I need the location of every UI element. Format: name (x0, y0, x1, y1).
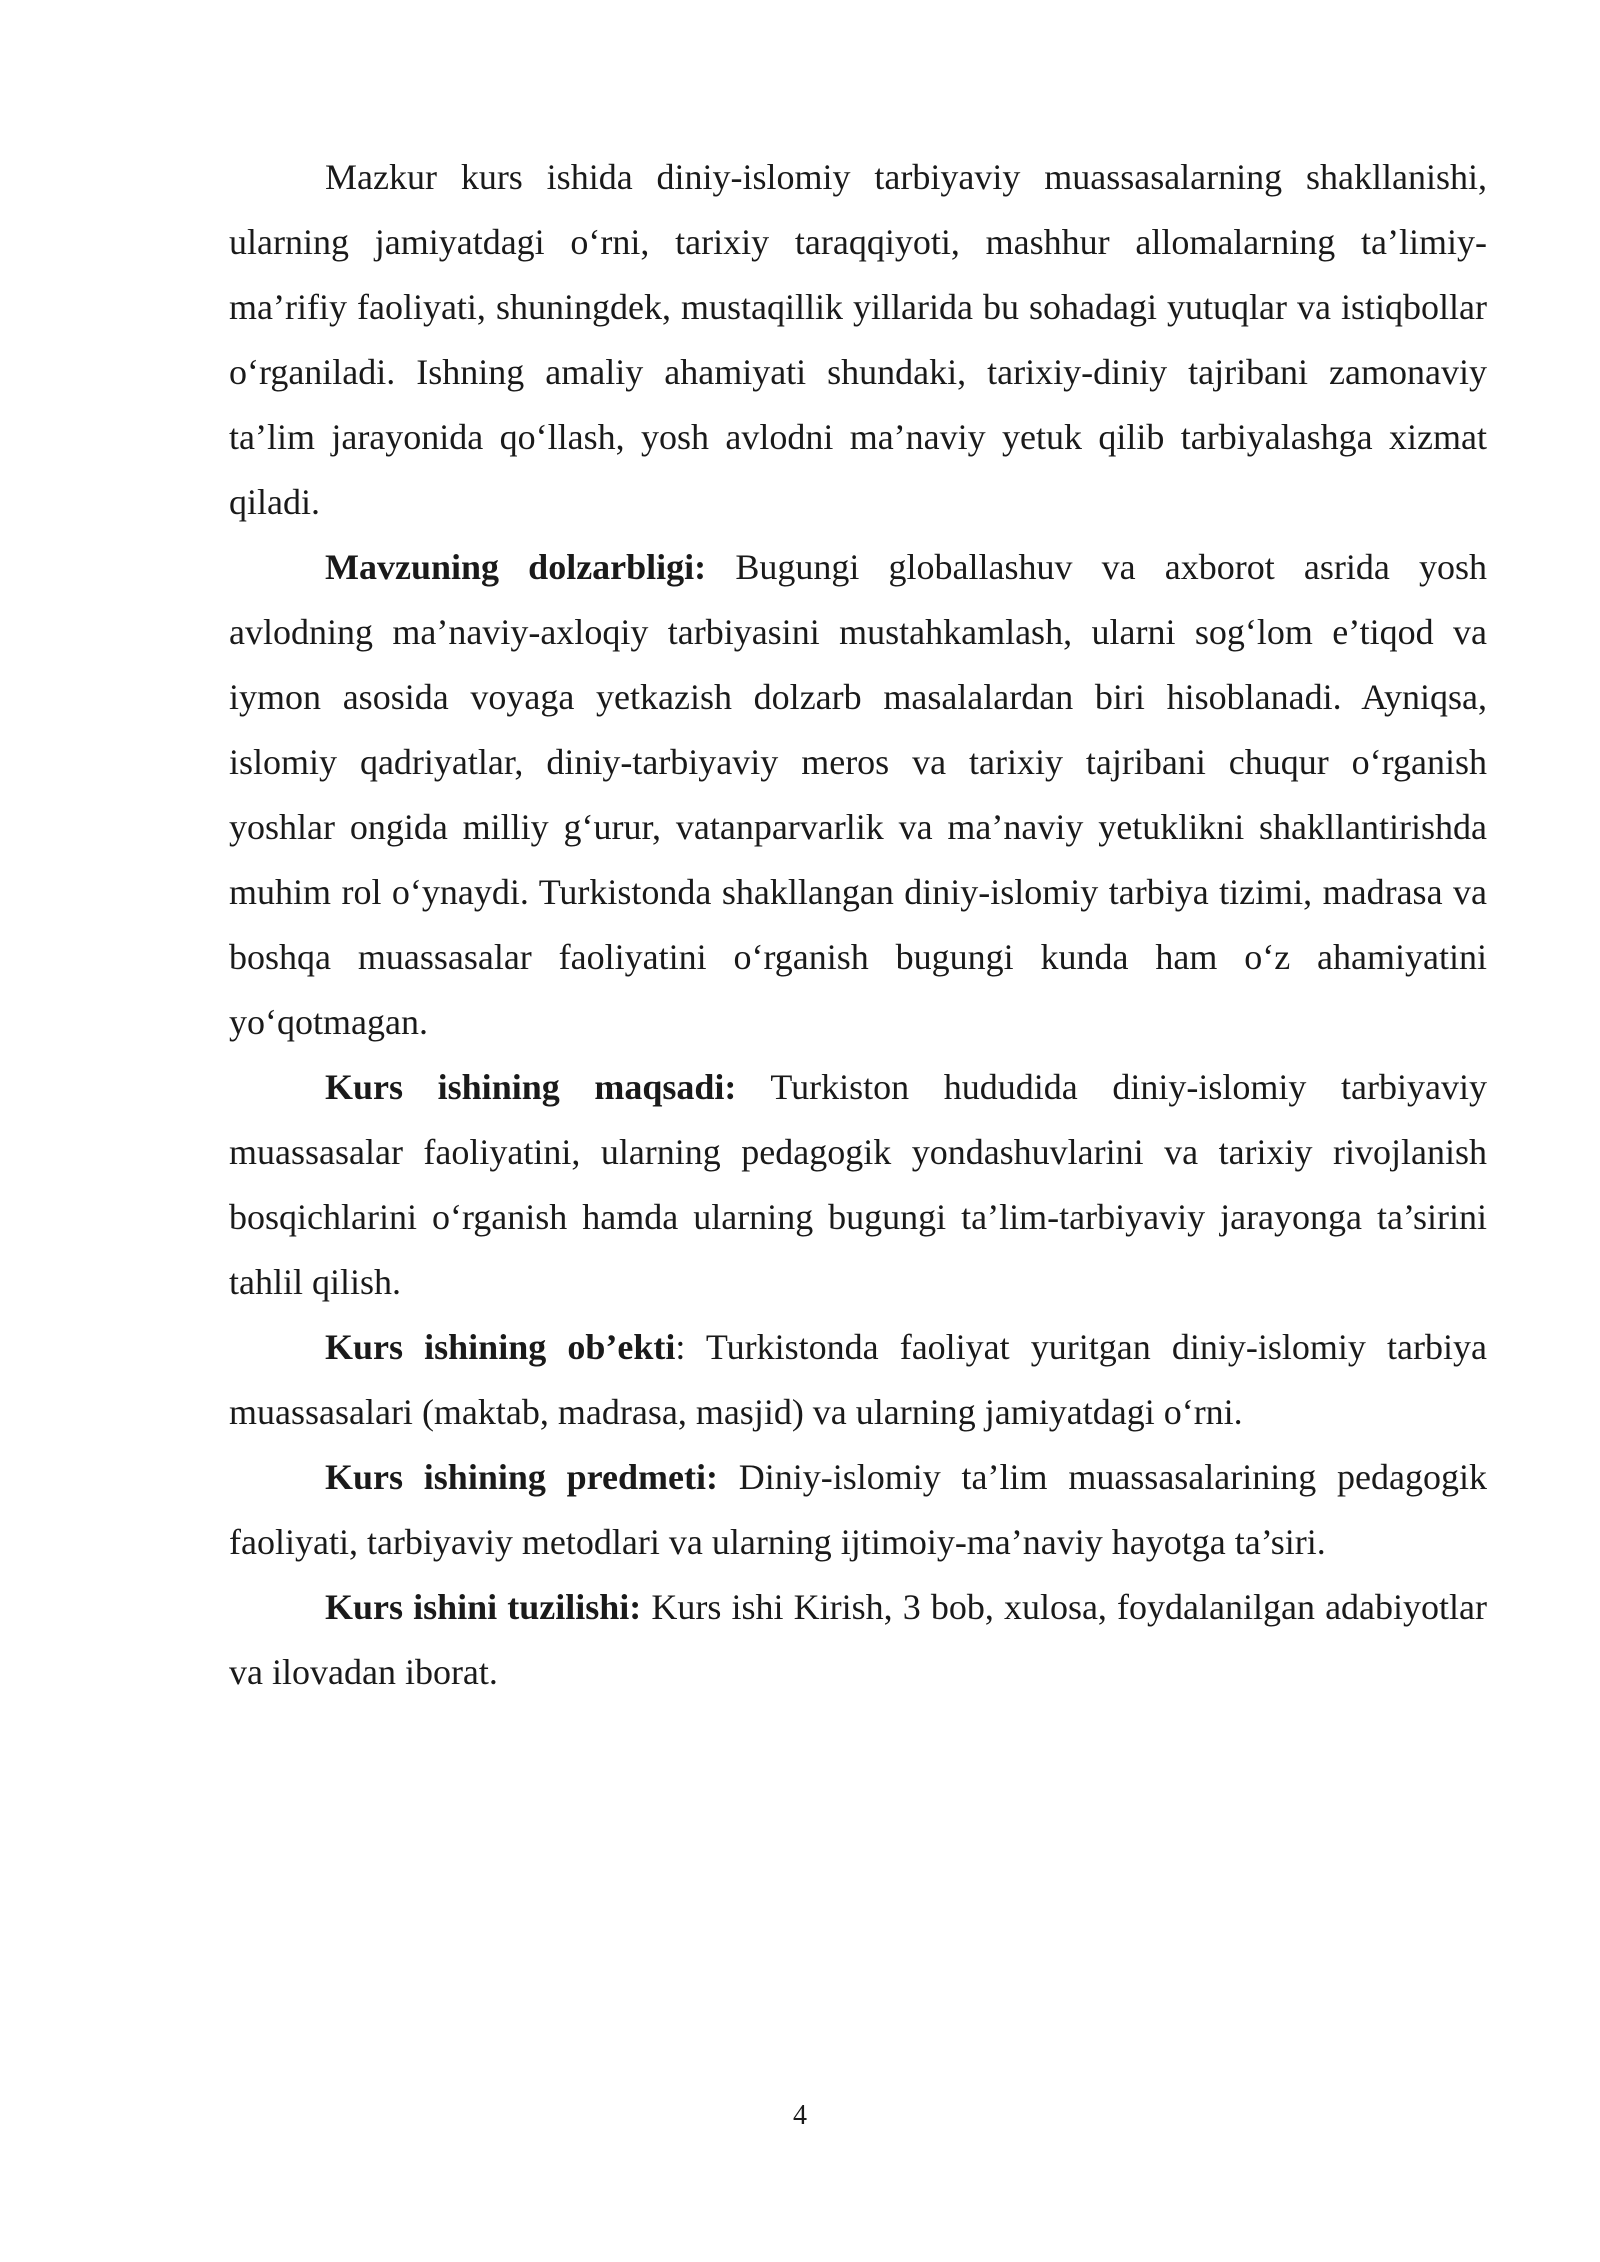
document-body (229, 145, 1487, 1705)
heading-separator (641, 1587, 651, 1627)
paragraph-relevance (229, 535, 1487, 1055)
heading-separator: : (675, 1327, 706, 1367)
paragraph-heading: Kurs ishining ob’ekti (325, 1327, 676, 1367)
heading-separator (718, 1457, 739, 1497)
paragraph-text: Bugungi globallashuv va axborot asrida yosh avlodning ma’naviy-axloqiy tarbiyasini mustahkamlash, ularni sog‘lom e’tiqod va iymon asosida voyaga yetkazish dolzarb masalalardan biri hisoblanadi. Ayniqsa, islomiy qadriyatlar, diniy-tarbiyaviy meros va tarixiy tajribani chuqur o‘rganish yoshlar ongida milliy g‘urur, vatanparvarlik va ma’naviy yetuklikni shakllantirishda muhim rol o‘ynaydi. Turkistonda shakllangan diniy-islomiy tarbiya tizimi, madrasa va boshqa muassasalar faoliyatini o‘rganish bugungi kunda ham o‘z ahamiyatini yo‘qotmagan. (229, 547, 1487, 1042)
paragraph-text: Turkistonda faoliyat yuritgan diniy-islomiy tarbiya muassasalari (maktab, madrasa, masjid) va ularning jamiyatdagi o‘rni. (229, 1327, 1488, 1432)
paragraph-text: Turkiston hududida diniy-islomiy tarbiyaviy muassasalar faoliyatini, ularning pedagogik yondashuvlarini va tarixiy rivojlanish bosqichlarini o‘rganish hamda ularning bugungi ta’lim-tarbiyaviy jarayonga ta’sirini tahlil qilish. (229, 1067, 1487, 1302)
paragraph-structure (229, 1575, 1487, 1705)
heading-separator (706, 547, 735, 587)
paragraph-goal (229, 1055, 1487, 1315)
paragraph-text: Diniy-islomiy ta’lim muassasalarining pedagogik faoliyati, tarbiyaviy metodlari va ularning ijtimoiy-ma’naviy hayotga ta’siri. (229, 1457, 1488, 1562)
heading-separator (736, 1067, 770, 1107)
paragraph-heading: Kurs ishining predmeti: (325, 1457, 718, 1497)
paragraph-text: Mazkur kurs ishida diniy-islomiy tarbiyaviy muassasalarning shakllanishi, ularning jamiyatdagi o‘rni, tarixiy taraqqiyoti, mashhur allomalarning ta’limiy-ma’rifiy faoliyati, shuningdek, mustaqillik yillarida bu sohadagi yutuqlar va istiqbollar o‘rganiladi. Ishning amaliy ahamiyati shundaki, tarixiy-diniy tajribani zamonaviy ta’lim jarayonida qo‘llash, yosh avlodni ma’naviy yetuk qilib tarbiyalashga xizmat qiladi. (229, 157, 1487, 522)
paragraph-intro (229, 145, 1487, 535)
paragraph-subject (229, 1445, 1487, 1575)
paragraph-heading: Kurs ishini tuzilishi: (325, 1587, 642, 1627)
paragraph-heading: Mavzuning dolzarbligi: (325, 547, 707, 587)
paragraph-heading: Kurs ishining maqsadi: (325, 1067, 737, 1107)
paragraph-text: Kurs ishi Kirish, 3 bob, xulosa, foydalanilgan adabiyotlar va ilovadan iborat. (229, 1587, 1487, 1692)
page-number: 4 (793, 2100, 807, 2131)
paragraph-object (229, 1315, 1487, 1445)
